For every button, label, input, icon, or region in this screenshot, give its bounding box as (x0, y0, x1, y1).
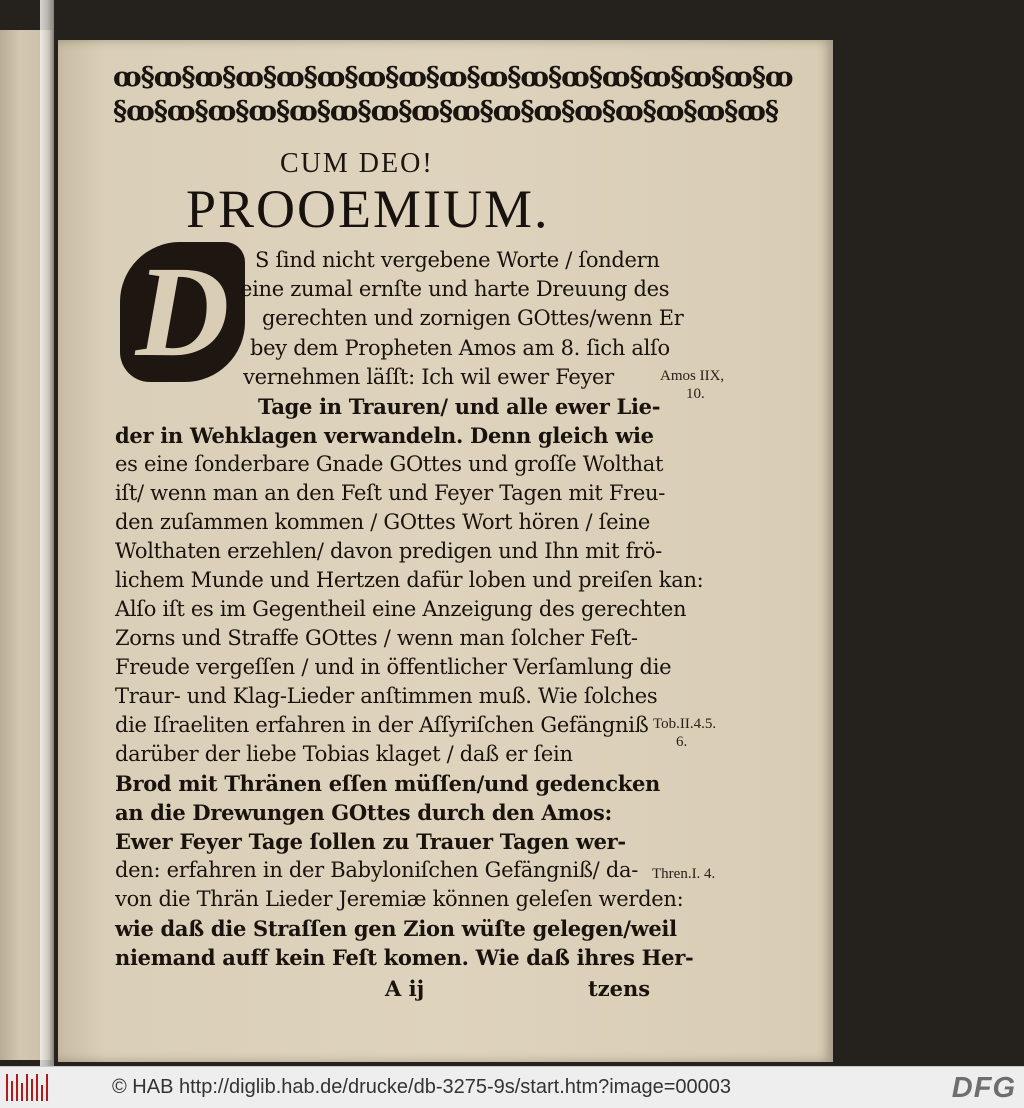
text-line: den zuſammen kommen / GOttes Wort hören / ſeine (115, 510, 651, 534)
text-line: es eine ſonderbare Gnade GOttes und groſſe Wolthat (115, 452, 664, 476)
page-title: PROOEMIUM. (186, 179, 550, 239)
text-line: Brod mit Thränen eſſen müſſen/und gedencken (115, 771, 660, 796)
text-line: darüber der liebe Tobias klaget / daß er ſein (115, 742, 573, 766)
text-line: die Iſraeliten erfahren in der Aſſyriſchen Gefängniß (115, 713, 649, 737)
decorated-initial: D (120, 242, 245, 382)
text-line: Zorns und Straffe GOttes / wenn man ſolcher Feſt- (115, 626, 638, 650)
text-line: an die Drewungen GOttes durch den Amos: (115, 800, 612, 825)
scanner-glass-edge (40, 0, 54, 1066)
text-line: lichem Munde und Hertzen dafür loben und preiſen kan: (115, 568, 704, 592)
invocation-heading: CUM DEO! (280, 148, 434, 179)
text-line: Wolthaten erzehlen/ davon predigen und Ihn mit frö- (115, 539, 662, 563)
text-line: vernehmen läſſt: Ich wil ewer Feyer (243, 365, 614, 389)
text-line: niemand auff kein Feſt komen. Wie daß ihres Her- (115, 945, 694, 970)
text-line: S ſind nicht vergebene Worte / ſondern (255, 248, 660, 272)
text-line: Tage in Trauren/ und alle ewer Lie- (258, 394, 661, 419)
text-line: den: erfahren in der Babyloniſchen Gefängniß/ da- (115, 858, 638, 882)
text-line: Traur- und Klag-Lieder anſtimmen muß. Wie ſolches (115, 684, 658, 708)
catchword: tzens (588, 976, 651, 1001)
dfg-logo: DFG (951, 1072, 1016, 1104)
text-line: der in Wehklagen verwandeln. Denn gleich wie (115, 423, 654, 448)
text-line: von die Thrän Lieder Jeremiæ können geleſen werden: (115, 887, 684, 911)
margin-note: Amos IIX, (660, 368, 725, 384)
text-line: iſt/ wenn man an den Feſt und Feyer Tagen mit Freu- (115, 481, 666, 505)
text-line: Ewer Feyer Tage ſollen zu Trauer Tagen wer- (115, 829, 626, 854)
margin-note: 10. (686, 386, 705, 402)
viewer-footer (0, 1066, 1024, 1108)
margin-note: Tob.II.4.5. (653, 716, 717, 732)
text-line: bey dem Propheten Amos am 8. ſich alſo (250, 336, 670, 360)
show-through (690, 120, 810, 240)
hab-logo (6, 1074, 48, 1101)
signature-mark: A ij (385, 976, 425, 1001)
ornamental-header-border (113, 62, 793, 134)
ornament-row: ꝏ§ꝏ§ꝏ§ꝏ§ꝏ§ꝏ§ꝏ§ꝏ§ꝏ§ꝏ§ꝏ§ꝏ§ꝏ§ꝏ§ꝏ§ꝏ§ꝏ (113, 62, 793, 93)
text-line: wie daß die Straſſen gen Zion wüſte gelegen/weil (115, 916, 677, 941)
ornament-row: §ꝏ§ꝏ§ꝏ§ꝏ§ꝏ§ꝏ§ꝏ§ꝏ§ꝏ§ꝏ§ꝏ§ꝏ§ꝏ§ꝏ§ꝏ§ꝏ§ (113, 96, 778, 127)
margin-note: 6. (676, 734, 688, 750)
text-line: eine zumal ernſte und harte Dreuung des (240, 277, 670, 301)
margin-note: Thren.I. 4. (652, 866, 716, 882)
copyright-link[interactable]: © HAB http://diglib.hab.de/drucke/db-3275-9s/start.htm?image=00003 (112, 1076, 731, 1098)
text-line: Alſo iſt es im Gegentheil eine Anzeigung des gerechten (115, 597, 687, 621)
text-line: Freude vergeſſen / und in öffentlicher Verſamlung die (115, 655, 672, 679)
text-line: gerechten und zornigen GOttes/wenn Er (262, 306, 684, 330)
